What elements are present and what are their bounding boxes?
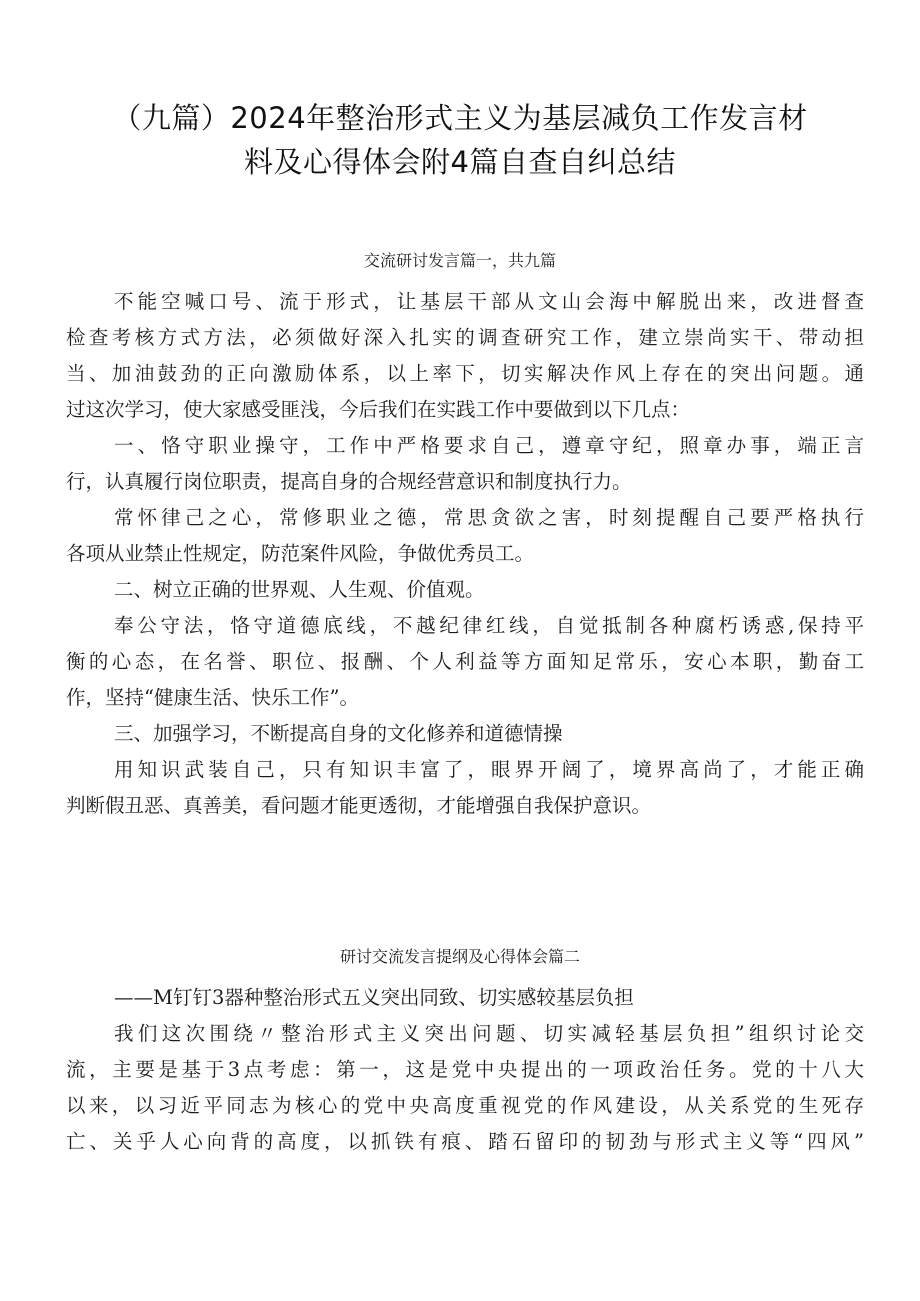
paragraph-line: 常怀律己之心，常修职业之德，常思贪欲之害，时刻提醒自己要严格执行 [114, 506, 864, 529]
section-heading-1: 交流研讨发言篇一，共九篇 [363, 251, 556, 270]
paragraph-line: 不能空喊口号、流于形式，让基层干部从文山会海中解脱出来，改进督查 [114, 290, 864, 313]
paragraph-line: 衡的心态，在名誉、职位、报酬、个人利益等方面知足常乐，安心本职，勤奋工 [66, 650, 864, 673]
document-title [80, 96, 840, 184]
paragraph-line: 流，主要是基于3点考虑：第一，这是党中央提出的一项政治任务。党的十八大 [66, 1058, 864, 1081]
paragraph-line: 亡、关乎人心向背的高度，以抓铁有痕、踏石留印的韧劲与形式主义等“四风” [66, 1130, 864, 1153]
paragraph-line: 一、恪守职业操守，工作中严格要求自己，遵章守纪，照章办事，端正言 [114, 434, 864, 457]
paragraph-line: 奉公守法，恪守道德底线，不越纪律红线，自觉抵制各种腐朽诱惑,保持平 [114, 614, 864, 637]
paragraph-line: 以来，以习近平同志为核心的党中央高度重视党的作风建设，从关系党的生死存 [66, 1094, 864, 1117]
paragraph-line: 过这次学习，使大家感受匪浅，今后我们在实践工作中要做到以下几点： [66, 398, 691, 421]
paragraph-line: 各项从业禁止性规定，防范案件风险，争做优秀员工。 [66, 542, 535, 565]
paragraph-line: 我们这次围绕〃整治形式主义突出问题、切实减轻基层负担”组织讨论交 [114, 1022, 864, 1045]
paragraph-line: 用知识武装自己，只有知识丰富了，眼界开阔了，境界高尚了，才能正确 [114, 758, 864, 781]
paragraph-line: 三、加强学习，不断提高自身的文化修养和道德情操 [114, 722, 563, 745]
title-line-1: （九篇）2024年整治形式主义为基层减负工作发言材 [112, 101, 808, 135]
section-heading-2: 研讨交流发言提纲及心得体会篇二 [339, 947, 580, 966]
paragraph-line: 二、树立正确的世界观、人生观、价值观。 [114, 578, 485, 601]
paragraph-line: 行，认真履行岗位职责，提高自身的合规经营意识和制度执行力。 [66, 470, 632, 493]
title-line-2: 料及心得体会附4篇自查自纠总结 [244, 145, 676, 179]
paragraph-line: 检查考核方式方法，必须做好深入扎实的调查研究工作，建立崇尚实干、带动担 [66, 326, 864, 349]
paragraph-line: 作，坚持“健康生活、快乐工作”。 [66, 686, 359, 709]
section-2-subtitle: ——M钉钉3器种整治形式五义突出同致、切实感较基层负担 [114, 986, 634, 1009]
paragraph-line: 判断假丑恶、真善美，看问题才能更透彻，才能增强自我保护意识。 [66, 794, 652, 817]
paragraph-line: 当、加油鼓劲的正向激励体系，以上率下，切实解决作风上存在的突出问题。通 [66, 362, 864, 385]
